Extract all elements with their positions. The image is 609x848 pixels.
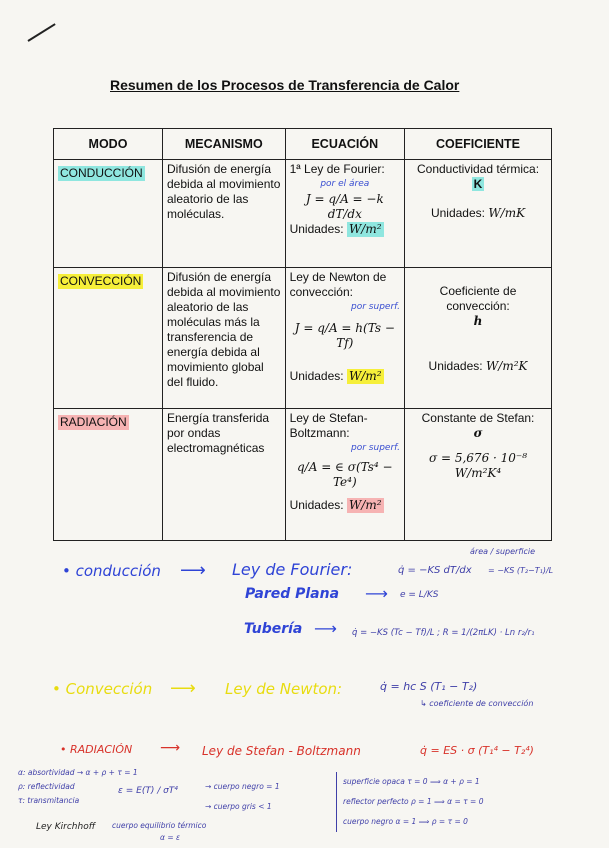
note-tuberia-label: Tubería [244,621,303,637]
note-radiacion-reflectividad: ρ: reflectividad [18,782,75,791]
coefficient-symbol: K [473,177,483,191]
note-radiacion-case-reflector: reflector perfecto ρ = 1 ⟹ α = τ = 0 [343,797,484,806]
coefficient-cell [405,268,552,409]
note-conduccion-annotation: área / superficie [470,547,536,556]
note-radiacion-arrow: ⟶ [160,740,181,756]
document-title: Resumen de los Procesos de Transferencia de Calor [110,77,460,93]
units-label: Unidades: [289,222,344,236]
equation-formula: J = q/A = h(Ts − Tf) [294,321,395,350]
note-conduccion-law: Ley de Fourier: [232,560,353,579]
equation-handwritten-note: por el área [320,179,370,189]
note-radiacion-cuerpo-gris: → cuerpo gris < 1 [205,802,272,811]
header-ecuacion: ECUACIÓN [285,129,404,160]
header-mecanismo: MECANISMO [163,129,286,160]
note-radiacion-absortividad: α: absortividad → α + ρ + τ = 1 [18,768,138,777]
mechanism-cell: Difusión de energía debida al movimiento aleatorio de las moléculas más la transferencia de energía debida al movimiento global del fluido. [163,268,286,409]
equation-formula: J = q/A = −k dT/dx [305,192,384,221]
mode-cell [54,268,163,409]
equation-law: Ley de Newton de convección: [289,270,387,299]
note-radiacion-law: Ley de Stefan - Boltzmann [202,744,361,758]
pen-stroke-mark [27,23,55,42]
mode-cell [54,160,163,268]
coefficient-name: Conductividad térmica: [416,162,540,176]
units-label: Unidades: [289,498,344,512]
mode-cell [54,409,163,541]
header-modo: MODO [54,129,163,160]
note-tuberia-arrow: ⟶ [314,619,337,638]
coefficient-cell [405,409,552,541]
units-value: W/m² [348,222,382,236]
note-radiacion-case-opaca: superficie opaca τ = 0 ⟹ α + ρ = 1 [343,777,480,786]
equation-law: Ley de Stefan-Boltzmann: [289,411,368,440]
note-radiacion-formula: q̇ = ES · σ (T₁⁴ − T₂⁴) [420,744,534,757]
summary-table [53,128,552,541]
units-value: W/m² [348,369,382,383]
table-row-conveccion [54,268,552,409]
note-conduccion-formula: q̇ = −KS dT/dx [398,565,472,576]
note-radiacion-bullet: • RADIACIÓN [60,743,133,756]
coefficient-units-label: Unidades: [430,206,485,220]
note-radiacion-emisividad: ε = E(T) / σT⁴ [118,786,178,796]
note-conveccion-annotation: ↳ coeficiente de convección [420,699,534,708]
units-value: W/m² [348,498,382,512]
note-kirchhoff-equation: α = ε [160,833,181,842]
coefficient-symbol: σ [473,426,483,440]
equation-law: 1ª Ley de Fourier: [289,162,385,176]
note-pared-plana-label: Pared Plana [245,586,340,602]
coefficient-units: W/m²K [485,359,528,373]
table-row-conduccion [54,160,552,268]
coefficient-symbol: h [473,314,483,328]
equation-cell [285,268,404,409]
coefficient-name: Constante de Stefan: [421,411,535,425]
note-radiacion-cuerpo-negro: → cuerpo negro = 1 [205,782,280,791]
note-conveccion-formula: q̇ = hc S (T₁ − T₂) [380,680,478,693]
table-row-radiacion [54,409,552,541]
note-radiacion-case-negro: cuerpo negro α = 1 ⟹ ρ = τ = 0 [343,817,468,826]
note-tuberia-formula: q̇ = −KS (Tc − Tf)/L ; R = 1/(2πLK) · Ln r₂/r₁ [352,628,535,638]
note-kirchhoff-label: Ley Kirchhoff [36,822,96,832]
equation-formula: q/A = ∈ σ(Ts⁴ − Te⁴) [296,460,393,489]
note-conduccion-bullet: • conducción [62,562,161,580]
note-conveccion-bullet: • Convección [52,680,153,698]
note-conduccion-arrow: ⟶ [180,560,206,581]
coefficient-cell [405,160,552,268]
coefficient-units: W/mK [488,206,526,220]
equation-cell [285,409,404,541]
header-coeficiente: COEFICIENTE [405,129,552,160]
equation-handwritten-note: por superf. [351,443,401,453]
mode-label-conveccion: CONVECCIÓN [60,274,142,288]
note-pared-plana-formula: e = L/KS [400,590,439,600]
note-kirchhoff-note: cuerpo equilibrio térmico [112,821,207,830]
note-conveccion-arrow: ⟶ [170,678,196,699]
equation-handwritten-note: por superf. [351,302,401,312]
note-conveccion-law: Ley de Newton: [225,680,343,698]
mode-label-conduccion: CONDUCCIÓN [60,166,143,180]
coefficient-name: Coeficiente de convección: [439,284,517,313]
note-radiacion-cases [336,772,483,832]
mode-label-radiacion: RADIACIÓN [60,415,127,429]
note-pared-plana-arrow: ⟶ [365,584,388,603]
equation-cell [285,160,404,268]
units-label: Unidades: [289,369,344,383]
note-conduccion-annotation2: = −KS (T₂−T₁)/L [488,566,554,575]
table-header-row [54,129,552,160]
mechanism-cell: Energía transferida por ondas electromagnéticas [163,409,286,541]
mechanism-cell: Difusión de energía debida al movimiento aleatorio de las moléculas. [163,160,286,268]
note-radiacion-transmitancia: τ: transmitancia [18,796,80,805]
coefficient-units: σ = 5,676 · 10⁻⁸ W/m²K⁴ [428,451,528,480]
coefficient-units-label: Unidades: [428,359,483,373]
